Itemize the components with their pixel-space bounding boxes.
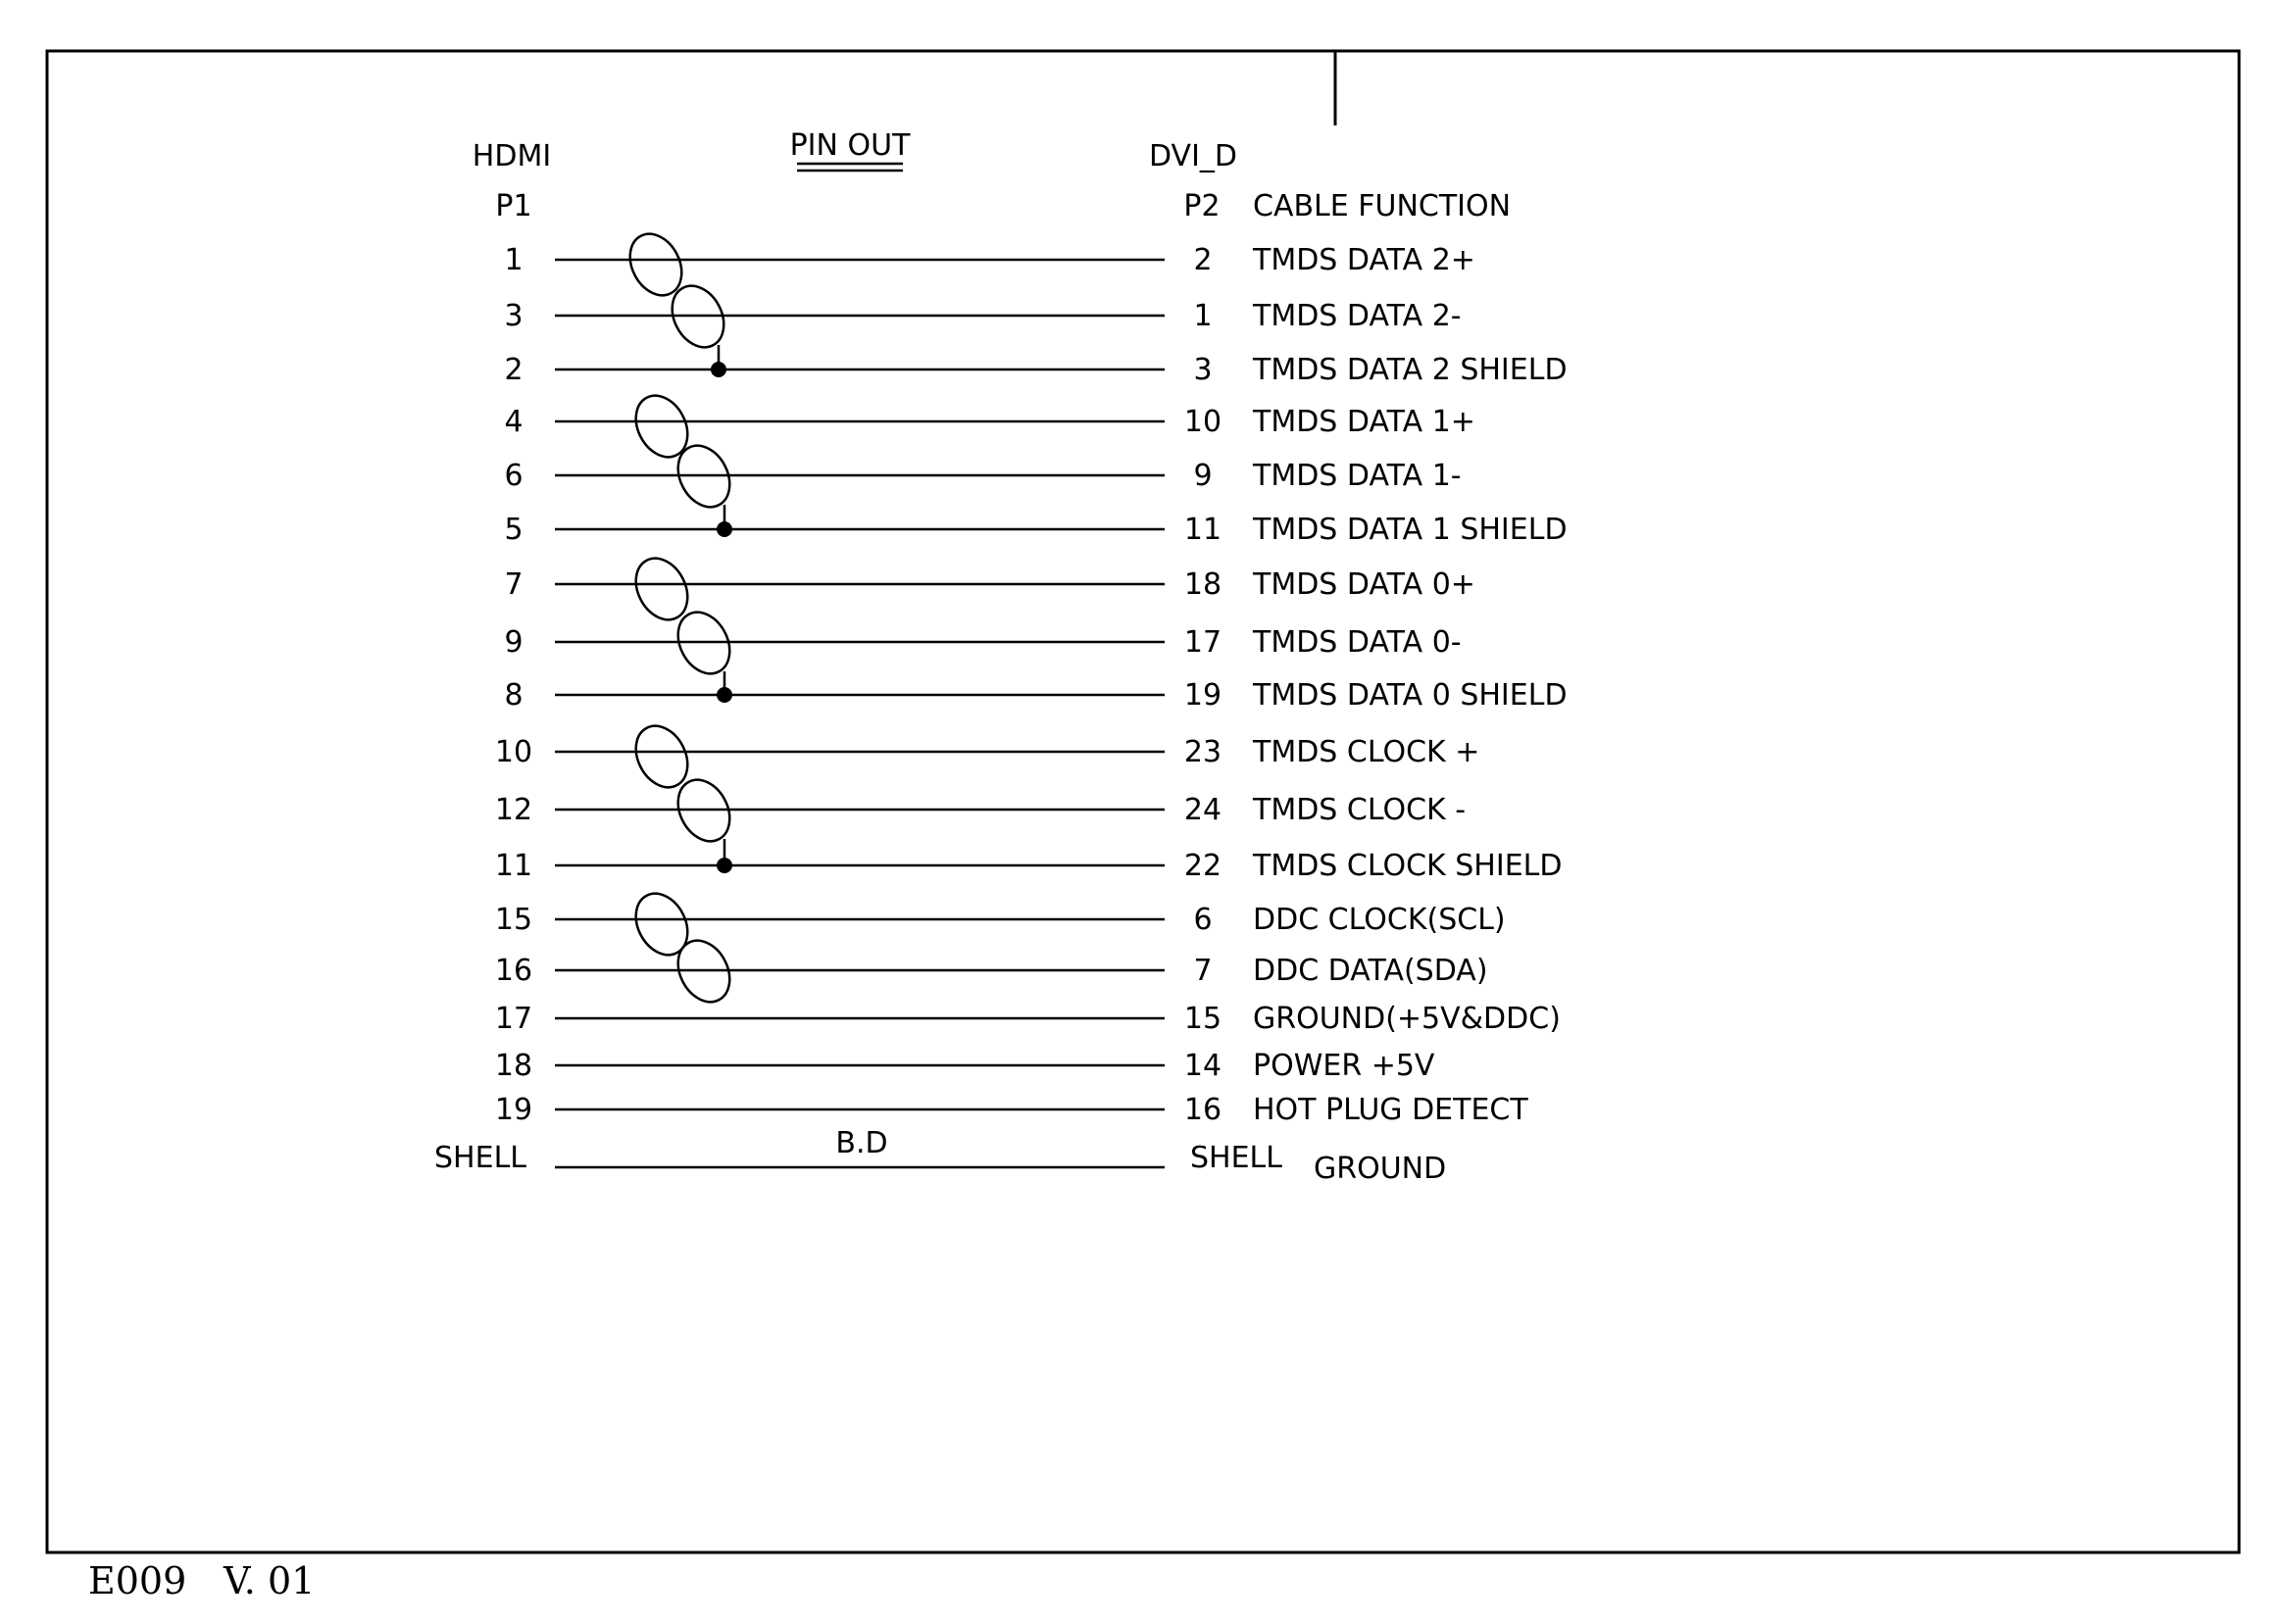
p2-pin-number: 2 <box>1193 243 1213 277</box>
p1-pin-number: 11 <box>494 849 533 883</box>
cable-function-label: TMDS DATA 0+ <box>1253 567 1475 602</box>
p1-pin-number: 19 <box>494 1093 533 1127</box>
p1-pin-number: 9 <box>504 625 523 660</box>
p1-pin-number: 5 <box>504 513 523 547</box>
p2-pin-number: 1 <box>1193 299 1213 333</box>
wire-note-label: B.D <box>835 1126 888 1160</box>
dvi-connector-label: DVI_D <box>1148 139 1238 173</box>
wire-layer <box>434 225 1568 1186</box>
cable-function-label: DDC DATA(SDA) <box>1253 954 1488 988</box>
p2-pin-number: 15 <box>1183 1002 1222 1036</box>
p1-pin-number: 8 <box>504 678 523 713</box>
p2-pin-number: 11 <box>1183 513 1222 547</box>
p2-pin-number: 9 <box>1193 459 1213 493</box>
shield-junction-dot <box>717 858 732 873</box>
cable-function-header: CABLE FUNCTION <box>1253 189 1512 223</box>
p2-pin-number: SHELL <box>1190 1141 1282 1175</box>
p1-pin-number: 7 <box>504 567 523 602</box>
cable-function-label: TMDS DATA 1+ <box>1253 405 1475 439</box>
p2-pin-number: 17 <box>1183 625 1222 660</box>
p1-pin-number: 4 <box>504 405 523 439</box>
p2-pin-number: 22 <box>1183 849 1222 883</box>
p2-pin-number: 10 <box>1183 405 1222 439</box>
p2-pin-number: 23 <box>1183 735 1222 769</box>
drawing-frame <box>47 51 2239 1552</box>
p1-pin-number: SHELL <box>434 1141 526 1175</box>
cable-function-label: TMDS DATA 0- <box>1253 625 1462 660</box>
version-label: V. 01 <box>224 1559 316 1602</box>
cable-function-label: TMDS DATA 2 SHIELD <box>1253 353 1568 387</box>
p1-pin-number: 18 <box>494 1049 533 1083</box>
cable-function-label: TMDS DATA 1 SHIELD <box>1253 513 1568 547</box>
p1-pin-number: 10 <box>494 735 533 769</box>
p1-pin-number: 15 <box>494 903 533 937</box>
shield-junction-dot <box>717 687 732 703</box>
p2-label: P2 <box>1183 189 1221 223</box>
p1-label: P1 <box>495 189 532 223</box>
cable-function-label: HOT PLUG DETECT <box>1253 1093 1528 1127</box>
p1-pin-number: 12 <box>494 793 533 827</box>
p2-pin-number: 16 <box>1183 1093 1222 1127</box>
p1-pin-number: 2 <box>504 353 523 387</box>
cable-function-label: TMDS DATA 0 SHIELD <box>1253 678 1568 713</box>
p1-pin-number: 6 <box>504 459 523 493</box>
cable-function-label: GROUND(+5V&DDC) <box>1253 1002 1561 1036</box>
twist-marker <box>620 225 691 305</box>
p2-pin-number: 7 <box>1193 954 1213 988</box>
cable-function-label: TMDS DATA 2- <box>1253 299 1462 333</box>
twist-marker <box>625 387 697 467</box>
p1-pin-number: 17 <box>494 1002 533 1036</box>
p1-pin-number: 16 <box>494 954 533 988</box>
cable-function-label: POWER +5V <box>1253 1049 1435 1083</box>
cable-function-label: TMDS DATA 1- <box>1253 459 1462 493</box>
twist-marker <box>625 885 697 964</box>
p1-pin-number: 1 <box>504 243 523 277</box>
p2-pin-number: 6 <box>1193 903 1213 937</box>
drawing-number: E009 <box>88 1559 187 1602</box>
shield-junction-dot <box>711 362 726 377</box>
p2-pin-number: 3 <box>1193 353 1213 387</box>
p1-pin-number: 3 <box>504 299 523 333</box>
pinout-title: PIN OUT <box>789 128 911 163</box>
p2-pin-number: 14 <box>1183 1049 1222 1083</box>
shield-junction-dot <box>717 521 732 537</box>
cable-function-label: GROUND <box>1314 1152 1447 1186</box>
p2-pin-number: 19 <box>1183 678 1222 713</box>
cable-function-label: TMDS CLOCK SHIELD <box>1253 849 1563 883</box>
cable-function-label: TMDS DATA 2+ <box>1253 243 1475 277</box>
cable-function-label: TMDS CLOCK + <box>1253 735 1480 769</box>
p2-pin-number: 24 <box>1183 793 1222 827</box>
p2-pin-number: 18 <box>1183 567 1222 602</box>
hdmi-connector-label: HDMI <box>472 139 552 173</box>
cable-function-label: TMDS CLOCK - <box>1253 793 1467 827</box>
cable-function-label: DDC CLOCK(SCL) <box>1253 903 1506 937</box>
